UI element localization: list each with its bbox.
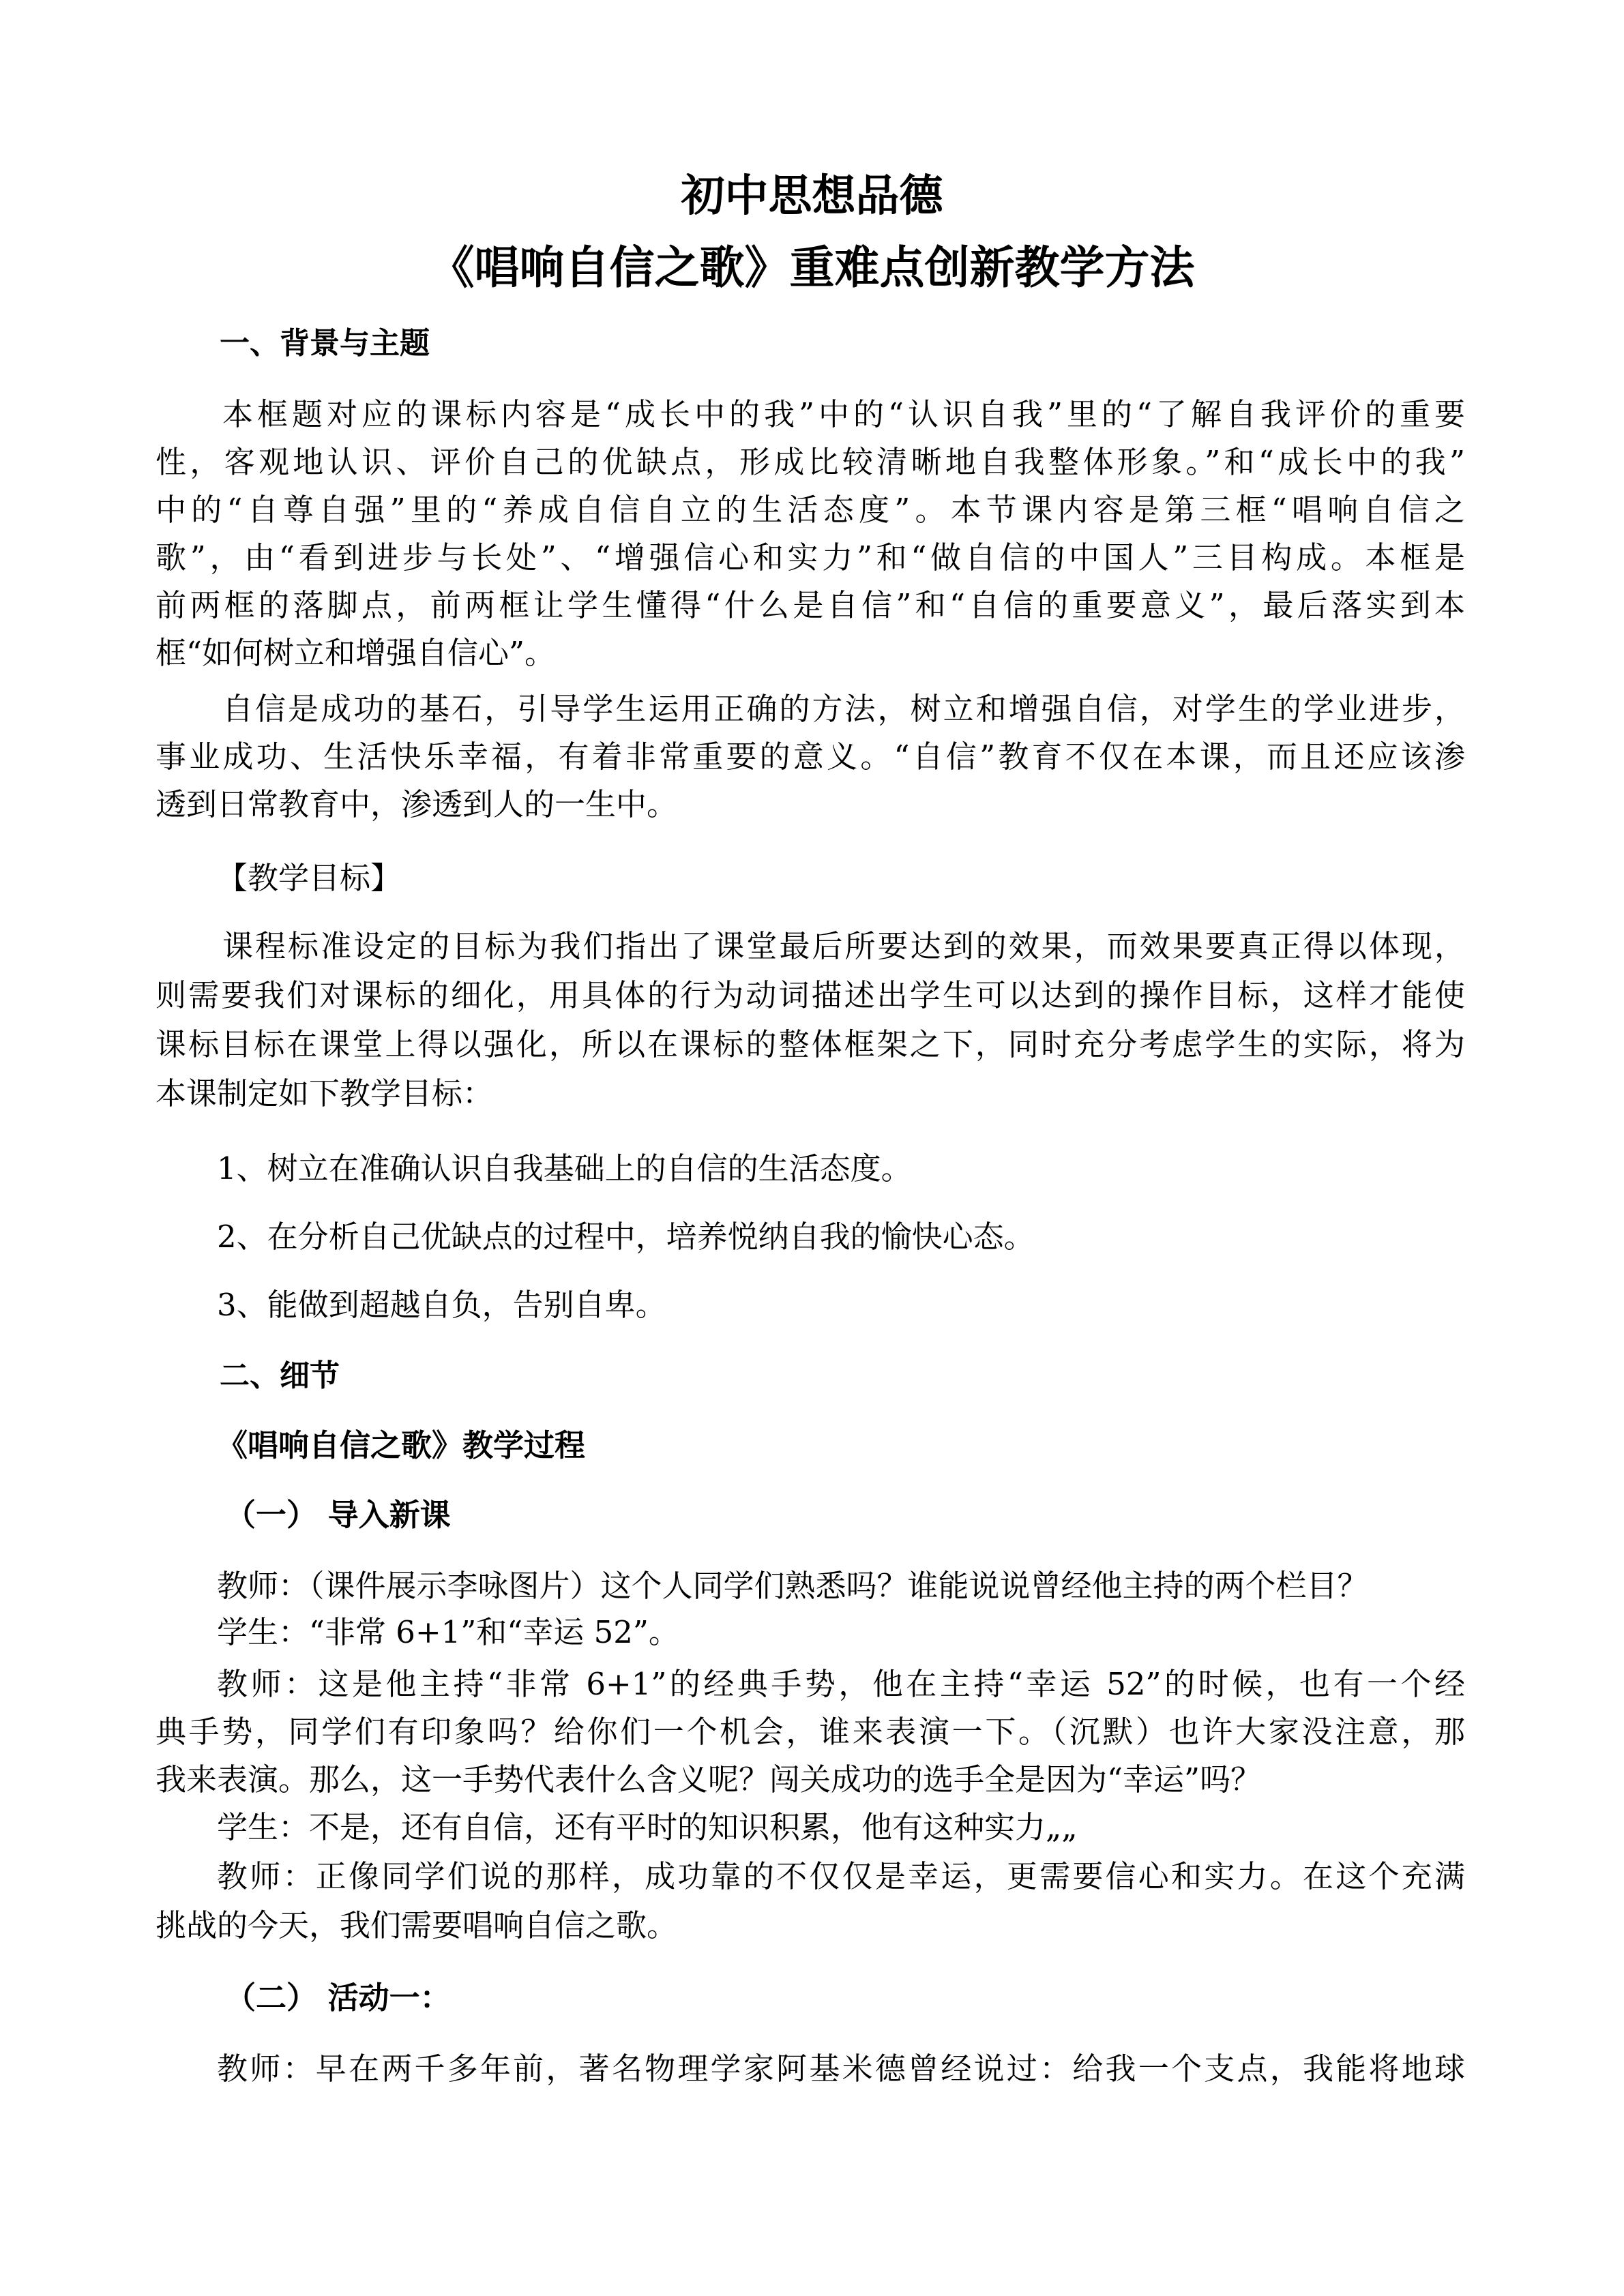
paragraph-line: 课标目标在课堂上得以强化，所以在课标的整体框架之下，同时充分考虑学生的实际，将为 (156, 1026, 1465, 1062)
document-subtitle: 《唱响自信之歌》重难点创新教学方法 (429, 241, 1195, 294)
paragraph-line: 性，客观地认识、评价自己的优缺点，形成比较清晰地自我整体形象。”和“成长中的我” (156, 444, 1465, 480)
dialogue-line: 学生：不是，还有自信，还有平时的知识积累，他有这种实力„„ (217, 1809, 1078, 1845)
goal-item: 2、在分析自己优缺点的过程中，培养悦纳自我的愉快心态。 (217, 1219, 1035, 1255)
paragraph-line: 自信是成功的基石，引导学生运用正确的方法，树立和增强自信，对学生的学业进步， (222, 691, 1465, 727)
paragraph-line: 透到日常教育中，渗透到人的一生中。 (156, 786, 678, 822)
paragraph-line: 课程标准设定的目标为我们指出了课堂最后所要达到的效果，而效果要真正得以体现， (222, 928, 1465, 964)
paragraph-line: 歌”，由“看到进步与长处”、“增强信心和实力”和“做自信的中国人”三目构成。本框是 (156, 539, 1465, 576)
dialogue-line: 典手势，同学们有印象吗？给你们一个机会，谁来表演一下。（沉默）也许大家没注意，那 (156, 1714, 1465, 1750)
goal-item: 1、树立在准确认识自我基础上的自信的生活态度。 (217, 1150, 912, 1187)
dialogue-line: 教师：早在两千多年前，著名物理学家阿基米德曾经说过：给我一个支点，我能将地球 (217, 2051, 1465, 2087)
paragraph-line: 本框题对应的课标内容是“成长中的我”中的“认识自我”里的“了解自我评价的重要 (222, 396, 1465, 432)
dialogue-line: 我来表演。那么，这一手势代表什么含义呢？闯关成功的选手全是因为“幸运”吗？ (156, 1761, 1262, 1798)
dialogue-line: 教师：正像同学们说的那样，成功靠的不仅仅是幸运，更需要信心和实力。在这个充满 (217, 1858, 1465, 1894)
goal-item: 3、能做到超越自负，告别自卑。 (217, 1287, 666, 1323)
document-title: 初中思想品德 (681, 171, 943, 222)
paragraph-line: 本课制定如下教学目标： (156, 1075, 494, 1112)
dialogue-line: 挑战的今天，我们需要唱响自信之歌。 (156, 1907, 678, 1943)
dialogue-line: 学生：“非常 6+1”和“幸运 52”。 (217, 1614, 679, 1650)
paragraph-line: 事业成功、生活快乐幸福，有着非常重要的意义。“自信”教育不仅在本课，而且还应该渗 (156, 739, 1465, 775)
part2-heading: （二） 活动一： (225, 1980, 451, 2016)
dialogue-line: 教师：这是他主持“非常 6+1”的经典手势，他在主持“幸运 52”的时候，也有一个经 (217, 1666, 1465, 1702)
section1-heading: 一、背景与主题 (220, 326, 430, 361)
section2-heading: 二、细节 (220, 1358, 340, 1393)
paragraph-line: 中的“自尊自强”里的“养成自信自立的生活态度”。本节课内容是第三框“唱响自信之 (156, 492, 1465, 528)
process-subheading: 《唱响自信之歌》教学过程 (217, 1427, 586, 1463)
teaching-goal-label: 【教学目标】 (217, 860, 402, 896)
part1-heading: （一） 导入新课 (225, 1497, 451, 1533)
paragraph-line: 前两框的落脚点，前两框让学生懂得“什么是自信”和“自信的重要意义”，最后落实到本 (156, 587, 1465, 623)
dialogue-line: 教师：（课件展示李咏图片）这个人同学们熟悉吗？谁能说说曾经他主持的两个栏目？ (217, 1568, 1368, 1604)
paragraph-line: 则需要我们对课标的细化，用具体的行为动词描述出学生可以达到的操作目标，这样才能使 (156, 977, 1465, 1013)
paragraph-line: 框“如何树立和增强自信心”。 (156, 635, 556, 671)
